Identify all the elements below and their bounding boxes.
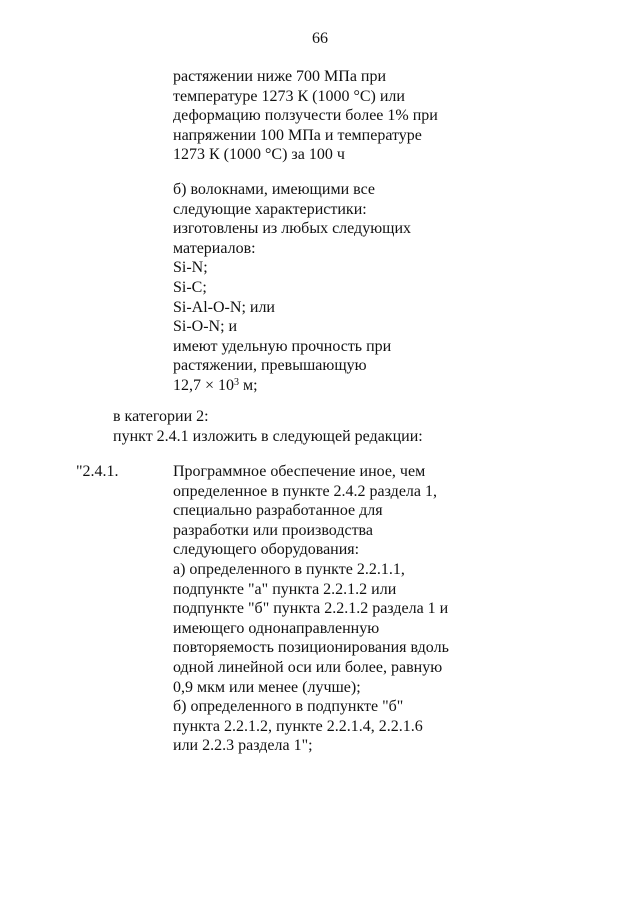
material-item: Si-Al-O-N; или	[173, 298, 275, 316]
text-line: напряжении 100 МПа и температуре	[173, 126, 422, 144]
material-item: Si-C;	[173, 278, 207, 296]
text-line: Программное обеспечение иное, чем	[173, 463, 426, 480]
text-line: подпункте "б" пункта 2.2.1.2 раздела 1 и	[173, 600, 449, 618]
text-line: изготовлены из любых следующих	[173, 220, 412, 238]
category-heading	[113, 407, 423, 446]
strength-value-prefix: 12,7 × 10	[173, 376, 235, 394]
category-label: в категории 2:	[113, 408, 209, 425]
text-line: деформацию ползучести более 1% при	[173, 107, 438, 125]
material-item: Si-O-N; и	[173, 318, 238, 336]
amendment-instruction: пункт 2.4.1 изложить в следующей редакции:	[113, 427, 423, 445]
text-line: подпункте "а" пункта 2.2.1.2 или	[173, 580, 397, 598]
text-line: материалов:	[173, 239, 256, 257]
paragraph-fibers	[173, 180, 411, 396]
text-line: или 2.2.3 раздела 1";	[173, 737, 313, 755]
text-line: б) определенного в подпункте "б"	[173, 698, 404, 716]
text-line: специально разработанное для	[173, 502, 383, 520]
text-line: 1273 К (1000 °С) за 100 ч	[173, 146, 345, 164]
paragraph-tensile-creep	[173, 67, 438, 165]
item-number: "2.4.1.	[76, 463, 119, 480]
text-line: температуре 1273 К (1000 °С) или	[173, 87, 405, 105]
text-line: 0,9 мкм или менее (лучше);	[173, 678, 361, 696]
strength-value-exponent: 3	[234, 376, 240, 388]
page-number: 66	[312, 30, 328, 47]
text-line: разработки или производства	[173, 521, 373, 539]
strength-value-suffix: м;	[239, 376, 258, 394]
text-line: следующие характеристики:	[173, 200, 367, 218]
text-line: а) определенного в пункте 2.2.1.1,	[173, 560, 405, 578]
text-line: повторяемость позиционирования вдоль	[173, 639, 449, 657]
text-line: растяжении, превышающую	[173, 357, 367, 375]
text-line: растяжении ниже 700 МПа при	[173, 68, 387, 85]
text-line: одной линейной оси или более, равную	[173, 658, 443, 676]
item-body	[173, 462, 449, 756]
material-item: Si-N;	[173, 259, 208, 277]
text-line: следующего оборудования:	[173, 541, 360, 559]
strength-value	[173, 376, 411, 396]
text-line: б) волокнами, имеющими все	[173, 181, 375, 198]
text-line: определенное в пункте 2.4.2 раздела 1,	[173, 482, 437, 500]
text-line: имеющего однонаправленную	[173, 619, 380, 637]
text-line: имеют удельную прочность при	[173, 337, 392, 355]
text-line: пункта 2.2.1.2, пункте 2.2.1.4, 2.2.1.6	[173, 717, 423, 735]
